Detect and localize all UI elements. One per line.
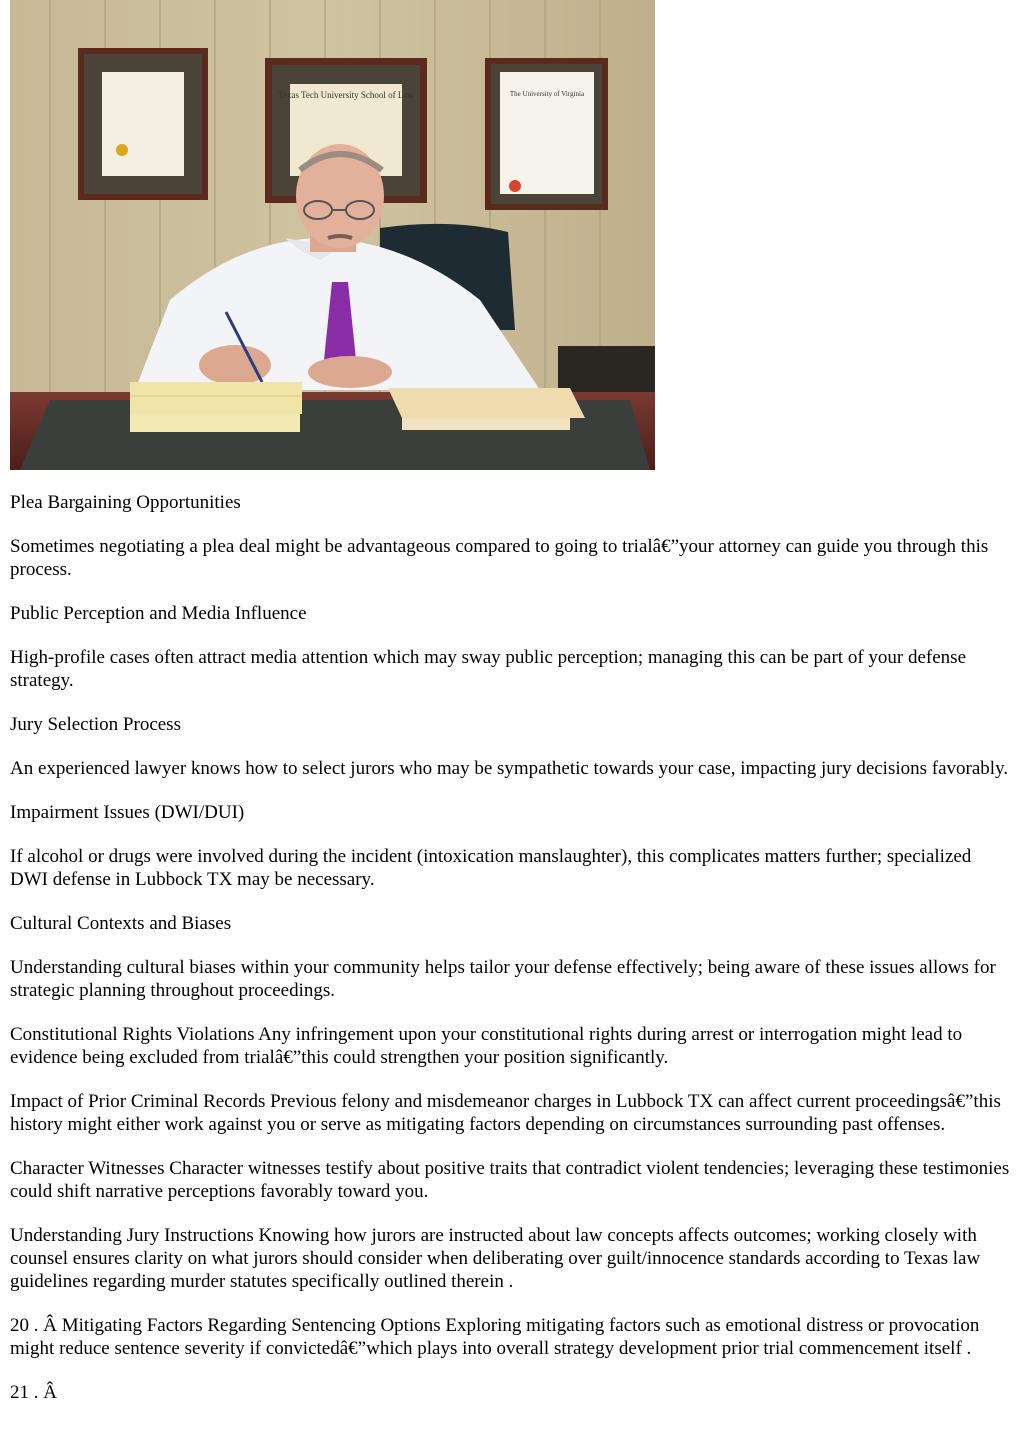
- paragraph-impairment: If alcohol or drugs were involved during the incident (intoxication manslaughter), this complicates matters further; specialized DWI defense in Lubbock TX may be necessary.: [10, 846, 972, 890]
- paragraph-plea-bargaining: Sometimes negotiating a plea deal might be advantageous compared to going to trialâ€”your attorney can guide you through this process.: [10, 536, 989, 580]
- paragraph-character-witnesses: Character Witnesses Character witnesses testify about positive traits that contradict violent tendencies; leveraging these testimonies could shift narrative perceptions favorably toward you.: [10, 1158, 1010, 1202]
- paragraph-jury-instructions: Understanding Jury Instructions Knowing how jurors are instructed about law concepts affects outcomes; working closely with counsel ensures clarity on what jurors should consider when deliberating over guilt/innocence standards according to Texas law guidelines regarding murder statutes specifically outlined therein .: [10, 1225, 981, 1292]
- diploma-right: [485, 58, 608, 210]
- paragraph-constitutional-rights: Constitutional Rights Violations Any infringement upon your constitutional rights during arrest or interrogation might lead to evidence being excluded from trialâ€”this could strengthen your position significantly.: [10, 1024, 963, 1068]
- folders-right: [388, 388, 585, 430]
- paragraph-item-21: 21 . Â: [10, 1382, 57, 1403]
- article-body: [10, 491, 1014, 1403]
- diploma-right-text: The University of Virginia: [509, 90, 585, 98]
- folders-left: [130, 382, 302, 432]
- heading-impairment: Impairment Issues (DWI/DUI): [10, 802, 245, 823]
- diploma-left: [78, 48, 208, 200]
- attorney-photo: [10, 0, 655, 470]
- heading-plea-bargaining: Plea Bargaining Opportunities: [10, 492, 241, 513]
- diploma-center-text: Texas Tech University School of Law: [278, 90, 414, 100]
- paragraph-public-perception: High-profile cases often attract media attention which may sway public perception; managing this can be part of your defense strategy.: [10, 647, 967, 691]
- paragraph-prior-records: Impact of Prior Criminal Records Previous felony and misdemeanor charges in Lubbock TX can affect current proceedingsâ€”this history might either work against you or serve as mitigating factors depending on circumstances surrounding past offenses.: [10, 1091, 1001, 1135]
- paragraph-jury-selection: An experienced lawyer knows how to select jurors who may be sympathetic towards your case, impacting jury decisions favorably.: [10, 758, 1009, 779]
- paragraph-cultural-contexts: Understanding cultural biases within your community helps tailor your defense effectively; being aware of these issues allows for strategic planning throughout proceedings.: [10, 957, 996, 1001]
- paragraph-mitigating-factors: 20 . Â Mitigating Factors Regarding Sentencing Options Exploring mitigating factors such as emotional distress or provocation might reduce sentence severity if convictedâ€”which plays into overall strategy development prior trial commencement itself .: [10, 1315, 980, 1359]
- heading-cultural-contexts: Cultural Contexts and Biases: [10, 913, 232, 934]
- heading-public-perception: Public Perception and Media Influence: [10, 603, 307, 624]
- heading-jury-selection: Jury Selection Process: [10, 714, 181, 735]
